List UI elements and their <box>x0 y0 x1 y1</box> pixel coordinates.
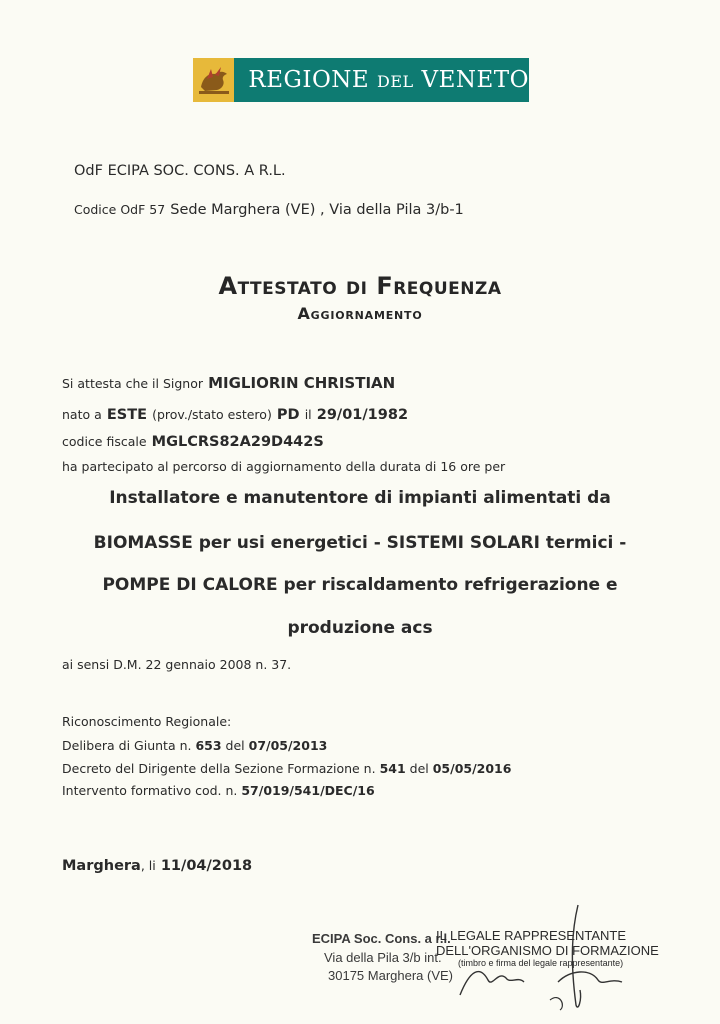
recognition-heading: Riconoscimento Regionale: <box>62 714 232 729</box>
intervento-line: Intervento formativo cod. n. 57/019/541/DEC/16 <box>62 783 375 798</box>
page-title: Attestato di Frequenza <box>218 272 502 300</box>
participation-line: ha partecipato al percorso di aggiornamento della durata di 16 ore per <box>62 459 506 474</box>
company-stamp-line-1: ECIPA Soc. Cons. a r.l. <box>312 931 451 946</box>
signatory-note: (timbro e firma del legale rappresentante) <box>458 958 624 968</box>
course-line-4: produzione acs <box>287 618 433 638</box>
signatory-title-1: IL LEGALE RAPPRESENTANTE <box>436 928 627 943</box>
course-line-2: BIOMASSE per usi energetici - SISTEMI SOLARI termici - <box>93 533 627 553</box>
birth-line: nato a ESTE (prov./stato estero) PD il 29/01/1982 <box>62 407 409 423</box>
company-stamp-line-3: 30175 Marghera (VE) <box>328 968 454 983</box>
legal-reference: ai sensi D.M. 22 gennaio 2008 n. 37. <box>62 657 292 672</box>
lion-emblem-icon <box>193 58 234 102</box>
logo-text: REGIONE DEL VENETO <box>248 67 529 93</box>
handwritten-signature <box>440 900 640 1015</box>
page-subtitle: Aggiornamento <box>297 304 423 323</box>
company-stamp-line-2: Via della Pila 3/b int. <box>324 950 442 965</box>
delibera-line: Delibera di Giunta n. 653 del 07/05/2013 <box>62 738 328 753</box>
place-date: Marghera, li 11/04/2018 <box>62 858 253 874</box>
odf-name: OdF ECIPA SOC. CONS. A R.L. <box>74 163 286 179</box>
odf-code-address: Codice OdF 57 Sede Marghera (VE) , Via della Pila 3/b-1 <box>74 202 464 218</box>
regione-veneto-logo <box>193 58 529 102</box>
attest-line: Si attesta che il Signor MIGLIORIN CHRISTIAN <box>62 374 396 392</box>
course-line-1: Installatore e manutentore di impianti alimentati da <box>109 488 611 508</box>
course-line-3: POMPE DI CALORE per riscaldamento refrigerazione e <box>102 575 618 595</box>
fiscal-code-line: codice fiscale MGLCRS82A29D442S <box>62 434 324 450</box>
signatory-title-2: DELL'ORGANISMO DI FORMAZIONE <box>436 943 659 958</box>
decreto-line: Decreto del Dirigente della Sezione Formazione n. 541 del 05/05/2016 <box>62 761 512 776</box>
